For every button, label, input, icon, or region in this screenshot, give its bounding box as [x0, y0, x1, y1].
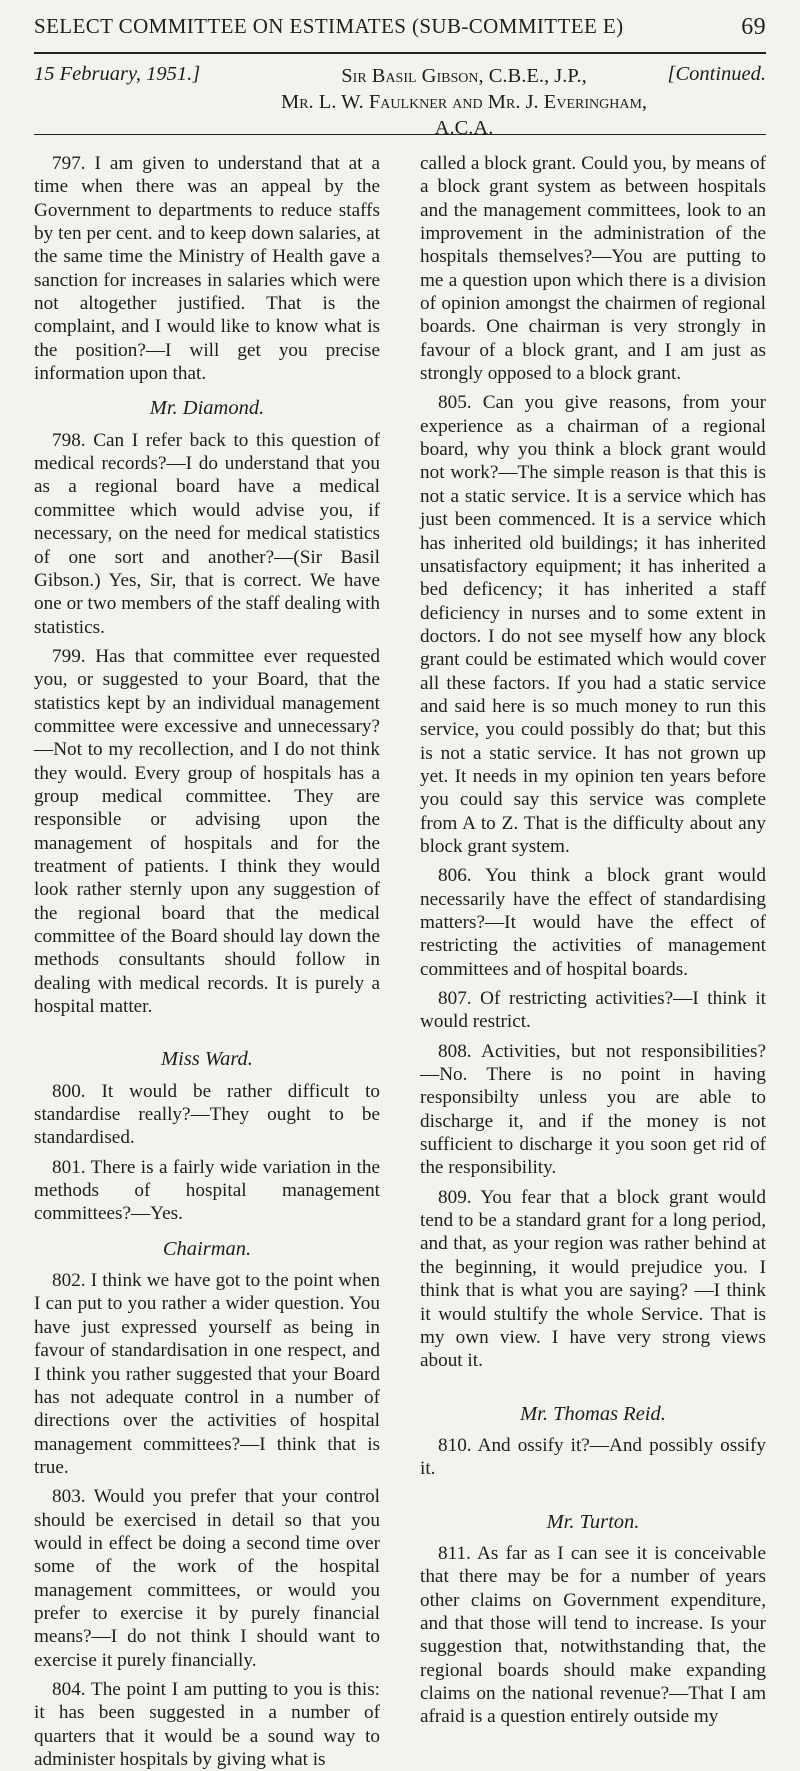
- witness-line-1: Sir Basil Gibson, C.B.E., J.P.,: [341, 65, 587, 87]
- witness-list: [262, 63, 666, 141]
- speaker-heading: Mr. Turton.: [546, 1510, 640, 1533]
- question-801: 801. There is a fairly wide variation in the methods of hospital management committees?—Yes.: [34, 1156, 380, 1225]
- right-column: [420, 152, 766, 1728]
- question-802: 802. I think we have got to the point when I can put to you rather a wider question. You have just expressed yourself as being in favour of standardisation in one respect, and I think you rather suggested that your Board has not adequate control in a number of directions over the activities of hospital management committees?—I think that is true.: [34, 1270, 380, 1478]
- header-rule: [34, 52, 766, 54]
- speaker-heading: Miss Ward.: [161, 1048, 253, 1071]
- question-808: 808. Activities, but not responsibilities? —No. There is no point in having responsibilty unless you are able to discharge it, and if the money is not sufficient to discharge it you soon get rid of the responsibility.: [420, 1040, 766, 1179]
- question-810: 810. And ossify it?—And possibly ossify it.: [420, 1434, 766, 1480]
- running-head: [34, 12, 766, 46]
- witness-line-2: Mr. L. W. Faulkner and Mr. J. Everingham, A.C.A.: [280, 91, 648, 139]
- continued-label: [Continued.: [667, 63, 766, 85]
- question-804: 804. The point I am putting to you is this: it has been suggested in a number of quarters that it would be a sound way to administer hospitals by giving what is: [34, 1678, 380, 1770]
- question-811: 811. As far as I can see it is conceivable that there may be for a number of years other claims on Government expenditure, and that those will tend to increase. Is your suggestion that, notwithstanding that, the regional boards should make expanding claims on the national revenue?—That I am afraid is a question entirely outside my: [420, 1542, 766, 1728]
- page-number: 69: [741, 14, 766, 40]
- speaker-heading: Mr. Thomas Reid.: [520, 1402, 666, 1425]
- question-799: 799. Has that committee ever requested you, or suggested to your Board, that the statistics kept by an individual management committee were excessive and unnecessary? —Not to my recollection, and I do not think they would. Every group of hospitals has a group medical committee. They are responsible or advising upon the management of hospitals and for the treatment of patients. I think they would look rather sternly upon any suggestion of the regional board that the medical committee of the Board should lay down the methods consultants should follow in dealing with medical records. It is purely a hospital matter.: [34, 645, 380, 1018]
- question-804-continued: called a block grant. Could you, by means of a block grant system as between hospitals and the management committees, look to an improvement in the administration of the hospitals themselves?—You are putting to me a question upon which there is a division of opinion amongst the chairmen of regional boards. One chairman is very strongly in favour of a block grant, and I am just as strongly opposed to a block grant.: [420, 153, 766, 385]
- question-798: 798. Can I refer back to this question of medical records?—I do understand that you as a regional board have a medical committee which would advise you, if necessary, on the need for medical statistics of one sort and another?—(Sir Basil Gibson.) Yes, Sir, that is correct. We have one or two members of the staff dealing with statistics.: [34, 429, 380, 638]
- speaker-heading: Mr. Diamond.: [149, 397, 265, 420]
- sitting-date: 15 February, 1951.]: [34, 63, 201, 85]
- question-797: 797. I am given to understand that at a time when there was an appeal by the Government to departments to reduce staffs by ten per cent. and to keep down salaries, at the same time the Ministry of Health gave a sanction for increases in salaries which were not altogether justified. That is the complaint, and I would like to know what is the position?—I will get you precise information upon that.: [34, 153, 380, 385]
- witness-header: [34, 63, 766, 139]
- question-805: 805. Can you give reasons, from your experience as a chairman of a regional board, why you think a block grant would not work?—The simple reason is that this is not a static service. It is a service which has just been commenced. It is a service which has inherited old buildings; it has inherited unsatisfactory equipment; it has inherited a bed deficency; it has inherited a staff deficiency in nurses and to some extent in doctors. I do not see myself how any block grant could be estimated which would cover all these factors. If you had a static service and said here is so much money to run this service, you could possibly do that; but this is not a static service. It has not grown up yet. It needs in my opinion ten years before you could say this service was complete from A to Z. That is the difficulty about any block grant system.: [420, 392, 766, 857]
- meta-rule: [34, 134, 766, 135]
- left-column: [34, 152, 380, 1770]
- running-title: SELECT COMMITTEE ON ESTIMATES (SUB-COMMITTEE E): [34, 14, 624, 38]
- speaker-heading: Chairman.: [162, 1237, 252, 1260]
- question-800: 800. It would be rather difficult to standardise really?—They ought to be standardised.: [34, 1080, 380, 1149]
- question-806: 806. You think a block grant would necessarily have the effect of standardising matters?—It would have the effect of restricting the activities of management committees and of hospital boards.: [420, 865, 766, 980]
- question-809: 809. You fear that a block grant would tend to be a standard grant for a long period, and that, as your region was rather behind at the beginning, it would prejudice you. I think that is what you are saying? —I think it would stultify the whole Service. That is my own view. I have very strong views about it.: [420, 1186, 766, 1372]
- question-807: 807. Of restricting activities?—I think it would restrict.: [420, 988, 766, 1033]
- question-803: 803. Would you prefer that your control should be exercised in detail so that you would in effect be doing a second time over some of the work of the hospital management committees, or would you prefer to exercise it by purely financial means?—I do not think I should want to exercise it purely financially.: [34, 1486, 380, 1671]
